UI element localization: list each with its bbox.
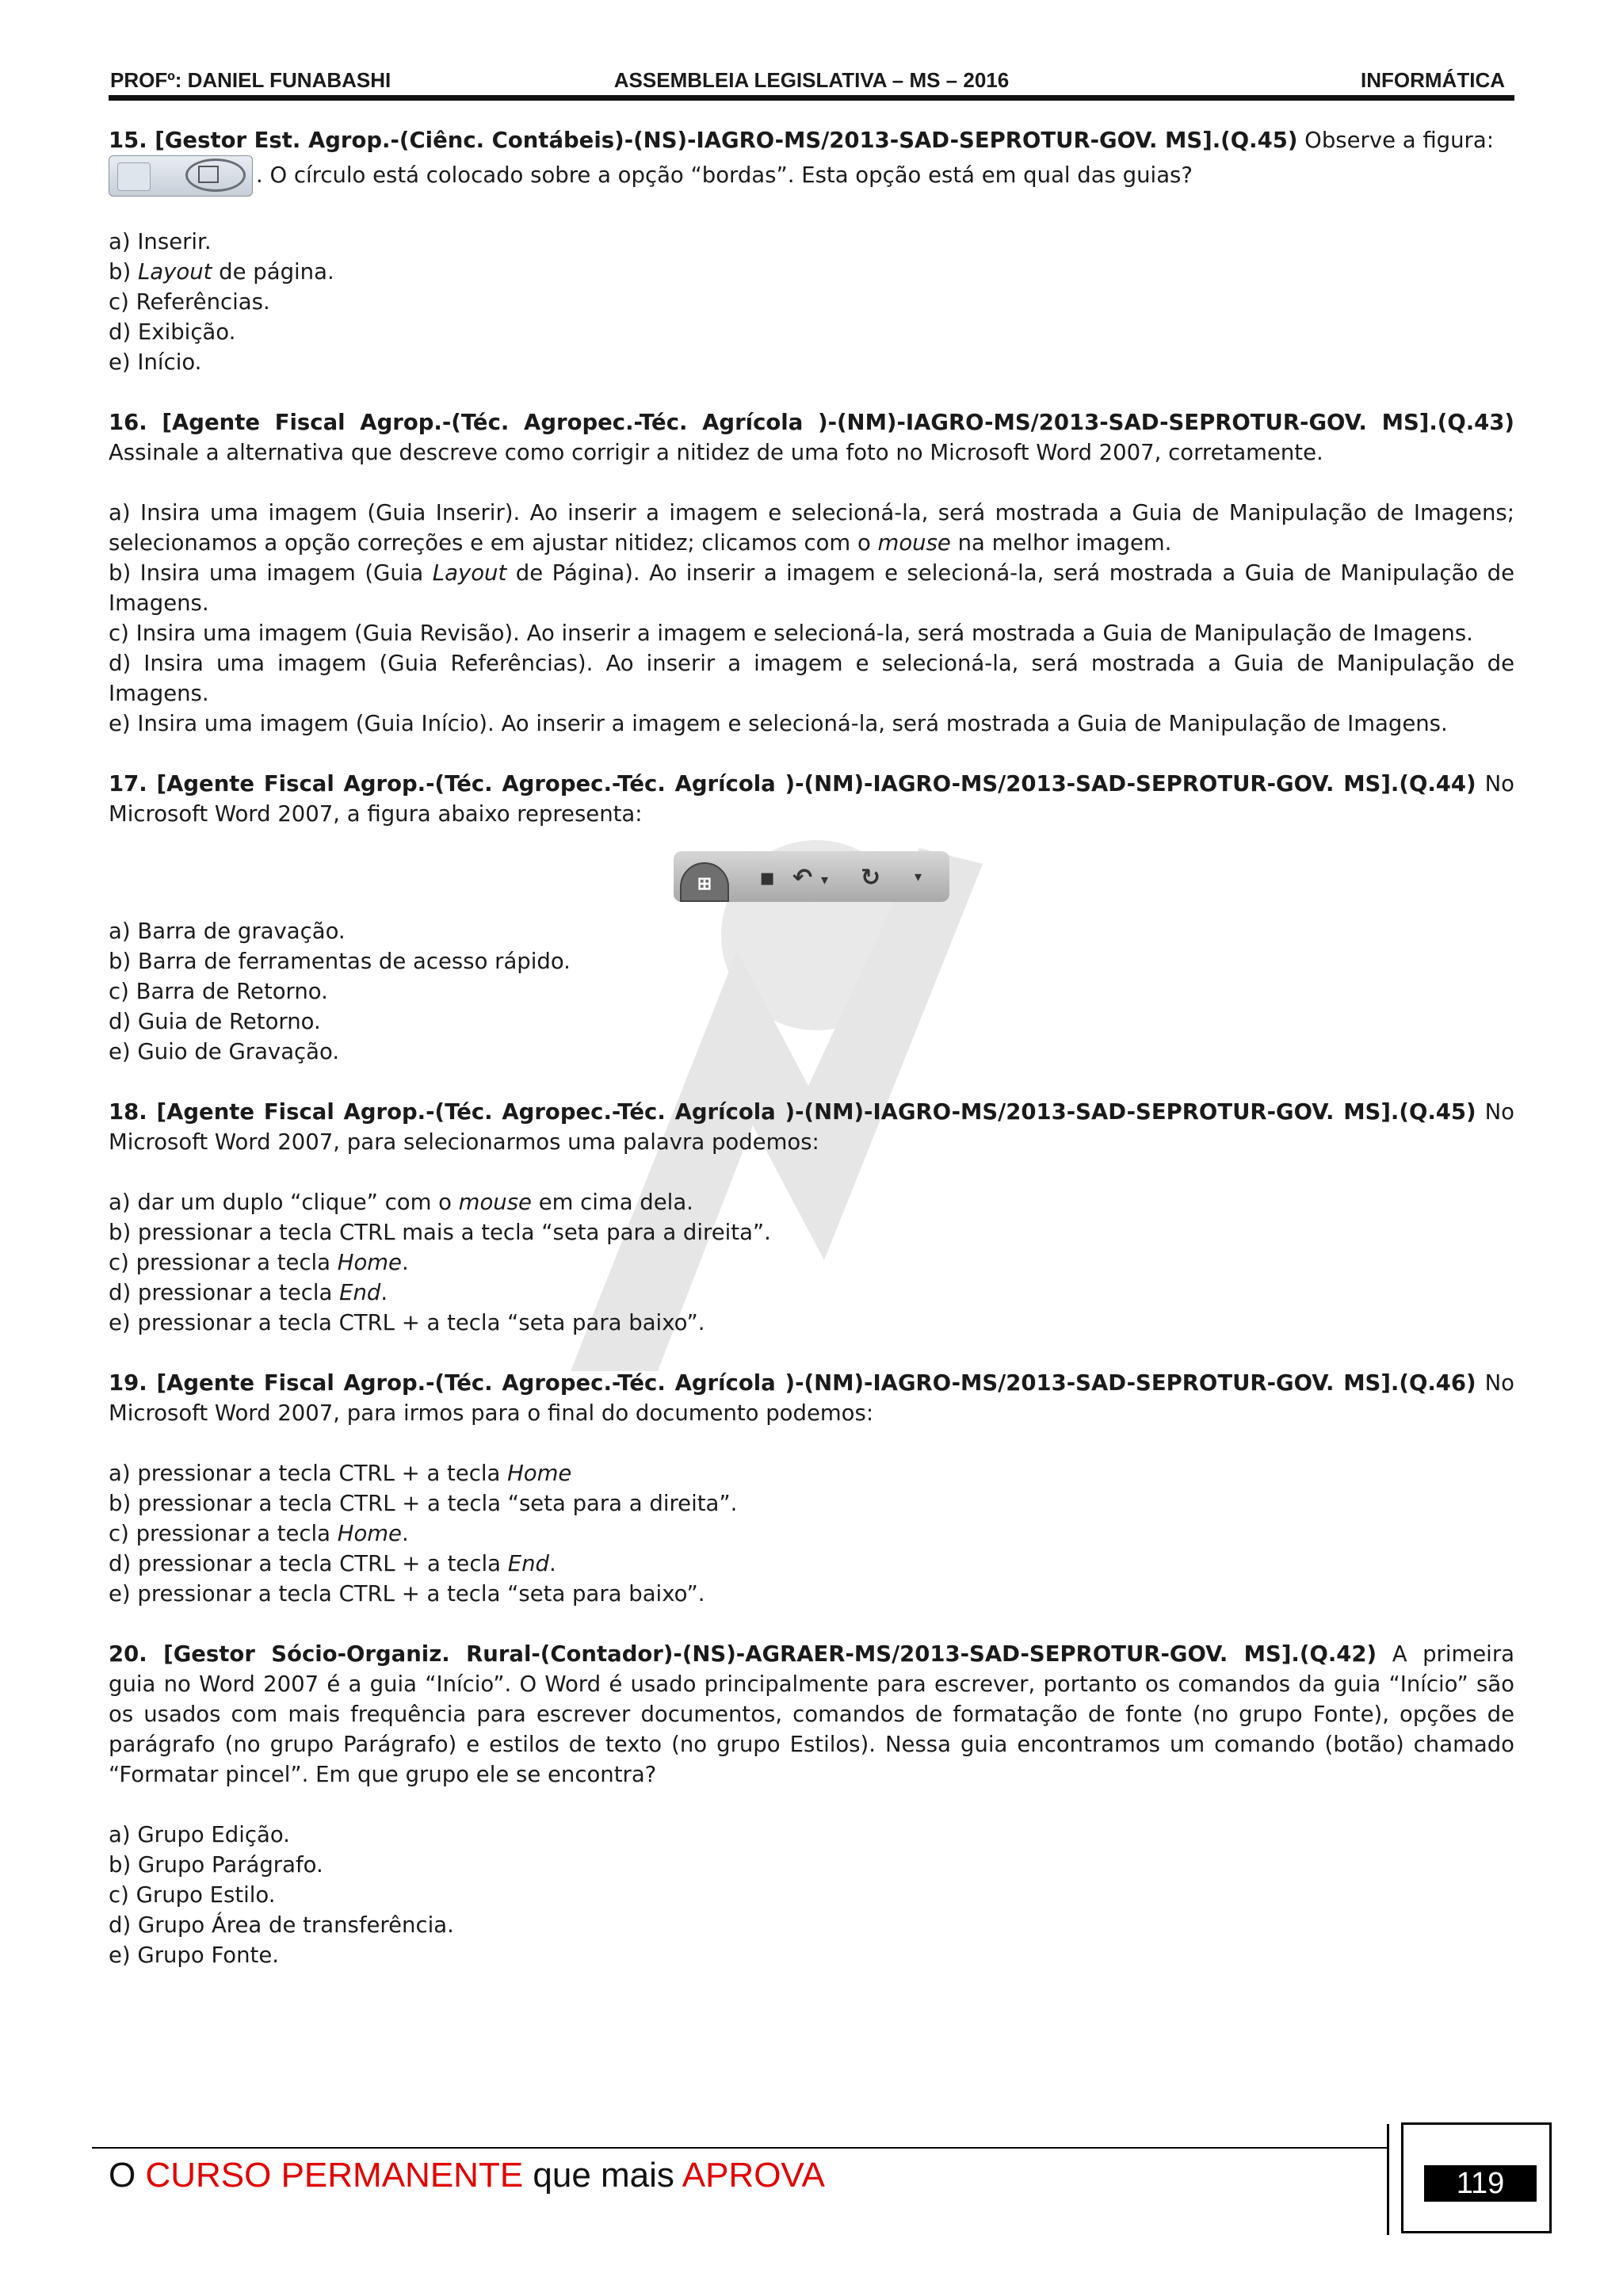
option-b: b) Barra de ferramentas de acesso rápido. (109, 949, 571, 974)
option-c: c) pressionar a tecla Home. (109, 1250, 409, 1275)
quick-access-toolbar-figure (109, 851, 1514, 902)
question-text (109, 1639, 1514, 1790)
header-subject: INFORMÁTICA (1361, 68, 1505, 92)
footer-divider (92, 2147, 1388, 2149)
option-a: a) Grupo Edição. (109, 1822, 290, 1847)
option-b: b) pressionar a tecla CTRL mais a tecla “seta para a direita”. (109, 1220, 771, 1245)
question-prompt-cont: . O círculo está colocado sobre a opção “bordas”. Esta opção está em qual das guias? (256, 162, 1193, 188)
option-b: b) Insira uma imagem (Guia Layout de Página). Ao inserir a imagem e selecioná-la, será mostrada a Guia de Manipulação de Imagens. (109, 560, 1514, 616)
question-text (109, 769, 1514, 829)
question-text (109, 407, 1514, 468)
option-b: b) Layout de página. (109, 259, 334, 285)
option-e: e) Guio de Gravação. (109, 1039, 340, 1064)
option-a: a) pressionar a tecla CTRL + a tecla Home (109, 1461, 572, 1486)
option-a: a) Inserir. (109, 229, 212, 254)
quick-access-toolbar (674, 851, 949, 902)
option-c: c) Insira uma imagem (Guia Revisão). Ao inserir a imagem e selecioná-la, será mostrada a Guia de Manipulação de Imagens. (109, 621, 1473, 646)
question-prompt: A primeira guia no Word 2007 é a guia “Início”. O Word é usado principalmente para escrever, portanto os comandos da guia “Início” são os usados com mais frequência para escrever documentos, comandos de formatação de fonte (no grupo Fonte), opções de parágrafo (no grupo Parágrafo) e estilos de texto (no grupo Estilos). Nessa guia encontramos um comando (botão) chamado “Formatar pincel”. Em que grupo ele se encontra? (109, 1641, 1514, 1787)
redo-icon: ↻ (861, 864, 881, 892)
question-head: 20. [Gestor Sócio-Organiz. Rural-(Contador)-(NS)-AGRAER-MS/2013-SAD-SEPROTUR-GOV. MS].(Q.42) (109, 1641, 1377, 1667)
options-list (109, 498, 1514, 739)
question-text (109, 125, 1514, 197)
question-head: 17. [Agente Fiscal Agrop.-(Téc. Agropec.-Téc. Agrícola )-(NM)-IAGRO-MS/2013-SAD-SEPROTUR-GOV. MS].(Q.44) (109, 771, 1476, 797)
options-list (109, 1187, 1514, 1338)
customize-icon: ▾ (915, 869, 922, 885)
option-d: d) Insira uma imagem (Guia Referências). Ao inserir a imagem e selecioná-la, será mostrada a Guia de Manipulação de Imagens. (109, 651, 1514, 706)
option-e: e) pressionar a tecla CTRL + a tecla “seta para baixo”. (109, 1581, 705, 1606)
question-text (109, 1097, 1514, 1157)
option-e: e) Insira uma imagem (Guia Início). Ao inserir a imagem e selecioná-la, será mostrada a Guia de Manipulação de Imagens. (109, 711, 1448, 736)
question-head: 18. [Agente Fiscal Agrop.-(Téc. Agropec.-Téc. Agrícola )-(NM)-IAGRO-MS/2013-SAD-SEPROTUR-GOV. MS].(Q.45) (109, 1099, 1476, 1125)
question-18 (109, 1097, 1514, 1338)
page-number: 119 (1424, 2165, 1537, 2202)
page-header (109, 68, 1514, 101)
question-prompt: Assinale a alternativa que descreve como corrigir a nitidez de uma foto no Microsoft Word 2007, corretamente. (109, 440, 1323, 465)
question-head: 19. [Agente Fiscal Agrop.-(Téc. Agropec.-Téc. Agrícola )-(NM)-IAGRO-MS/2013-SAD-SEPROTUR-GOV. MS].(Q.46) (109, 1370, 1476, 1396)
header-author: PROFº: DANIEL FUNABASHI (110, 68, 391, 92)
dropdown-icon: ▾ (821, 872, 829, 888)
borders-toolbar-figure (109, 155, 253, 197)
option-d: d) Guia de Retorno. (109, 1009, 321, 1034)
option-d: d) Grupo Área de transferência. (109, 1912, 454, 1938)
save-icon: ▪ (759, 864, 776, 892)
question-17 (109, 769, 1514, 1067)
question-text (109, 1368, 1514, 1428)
options-list (109, 1820, 1514, 1970)
option-a: a) dar um duplo “clique” com o mouse em cima dela. (109, 1190, 693, 1215)
question-15 (109, 125, 1514, 377)
option-e: e) Início. (109, 350, 202, 375)
option-b: b) pressionar a tecla CTRL + a tecla “seta para a direita”. (109, 1491, 738, 1516)
option-a: a) Insira uma imagem (Guia Inserir). Ao inserir a imagem e selecioná-la, será mostrada a Guia de Manipulação de Imagens; selecionamos a opção correções e em ajustar nitidez; clicamos com o mouse na melhor imagem. (109, 500, 1514, 556)
question-prompt: No Microsoft Word 2007, para irmos para o final do documento podemos: (109, 1370, 1514, 1426)
header-title: ASSEMBLEIA LEGISLATIVA – MS – 2016 (613, 68, 1010, 92)
highlight-circle (185, 159, 246, 192)
option-c: c) Referências. (109, 289, 270, 315)
question-head: 16. [Agente Fiscal Agrop.-(Téc. Agropec.-Téc. Agrícola )-(NM)-IAGRO-MS/2013-SAD-SEPROTUR-GOV. MS].(Q.43) (109, 410, 1514, 435)
options-list (109, 916, 1514, 1067)
question-head: 15. [Gestor Est. Agrop.-(Ciênc. Contábeis)-(NS)-IAGRO-MS/2013-SAD-SEPROTUR-GOV. MS].(Q.45) (109, 128, 1298, 153)
footer-vertical-divider (1387, 2124, 1389, 2235)
page-content (109, 125, 1514, 2000)
office-button-icon: ⊞ (680, 862, 729, 902)
question-20 (109, 1639, 1514, 1970)
question-16 (109, 407, 1514, 739)
option-e: e) Grupo Fonte. (109, 1943, 279, 1968)
question-prompt: No Microsoft Word 2007, a figura abaixo representa: (109, 771, 1514, 827)
question-prompt: No Microsoft Word 2007, para selecionarmos uma palavra podemos: (109, 1099, 1514, 1155)
option-e: e) pressionar a tecla CTRL + a tecla “seta para baixo”. (109, 1310, 705, 1335)
options-list (109, 1458, 1514, 1609)
option-d: d) Exibição. (109, 319, 236, 345)
footer-slogan: O CURSO PERMANENTE que mais APROVA (109, 2156, 825, 2195)
question-prompt: Observe a figura: (1304, 128, 1494, 153)
option-a: a) Barra de gravação. (109, 919, 346, 944)
options-list (109, 227, 1514, 377)
option-d: d) pressionar a tecla End. (109, 1280, 388, 1305)
paint-bucket-icon (117, 162, 151, 191)
option-d: d) pressionar a tecla CTRL + a tecla End. (109, 1551, 556, 1576)
option-c: c) Barra de Retorno. (109, 979, 328, 1004)
option-b: b) Grupo Parágrafo. (109, 1852, 323, 1878)
option-c: c) pressionar a tecla Home. (109, 1521, 409, 1546)
question-19 (109, 1368, 1514, 1609)
option-c: c) Grupo Estilo. (109, 1882, 276, 1908)
undo-icon: ↶ (792, 864, 813, 892)
